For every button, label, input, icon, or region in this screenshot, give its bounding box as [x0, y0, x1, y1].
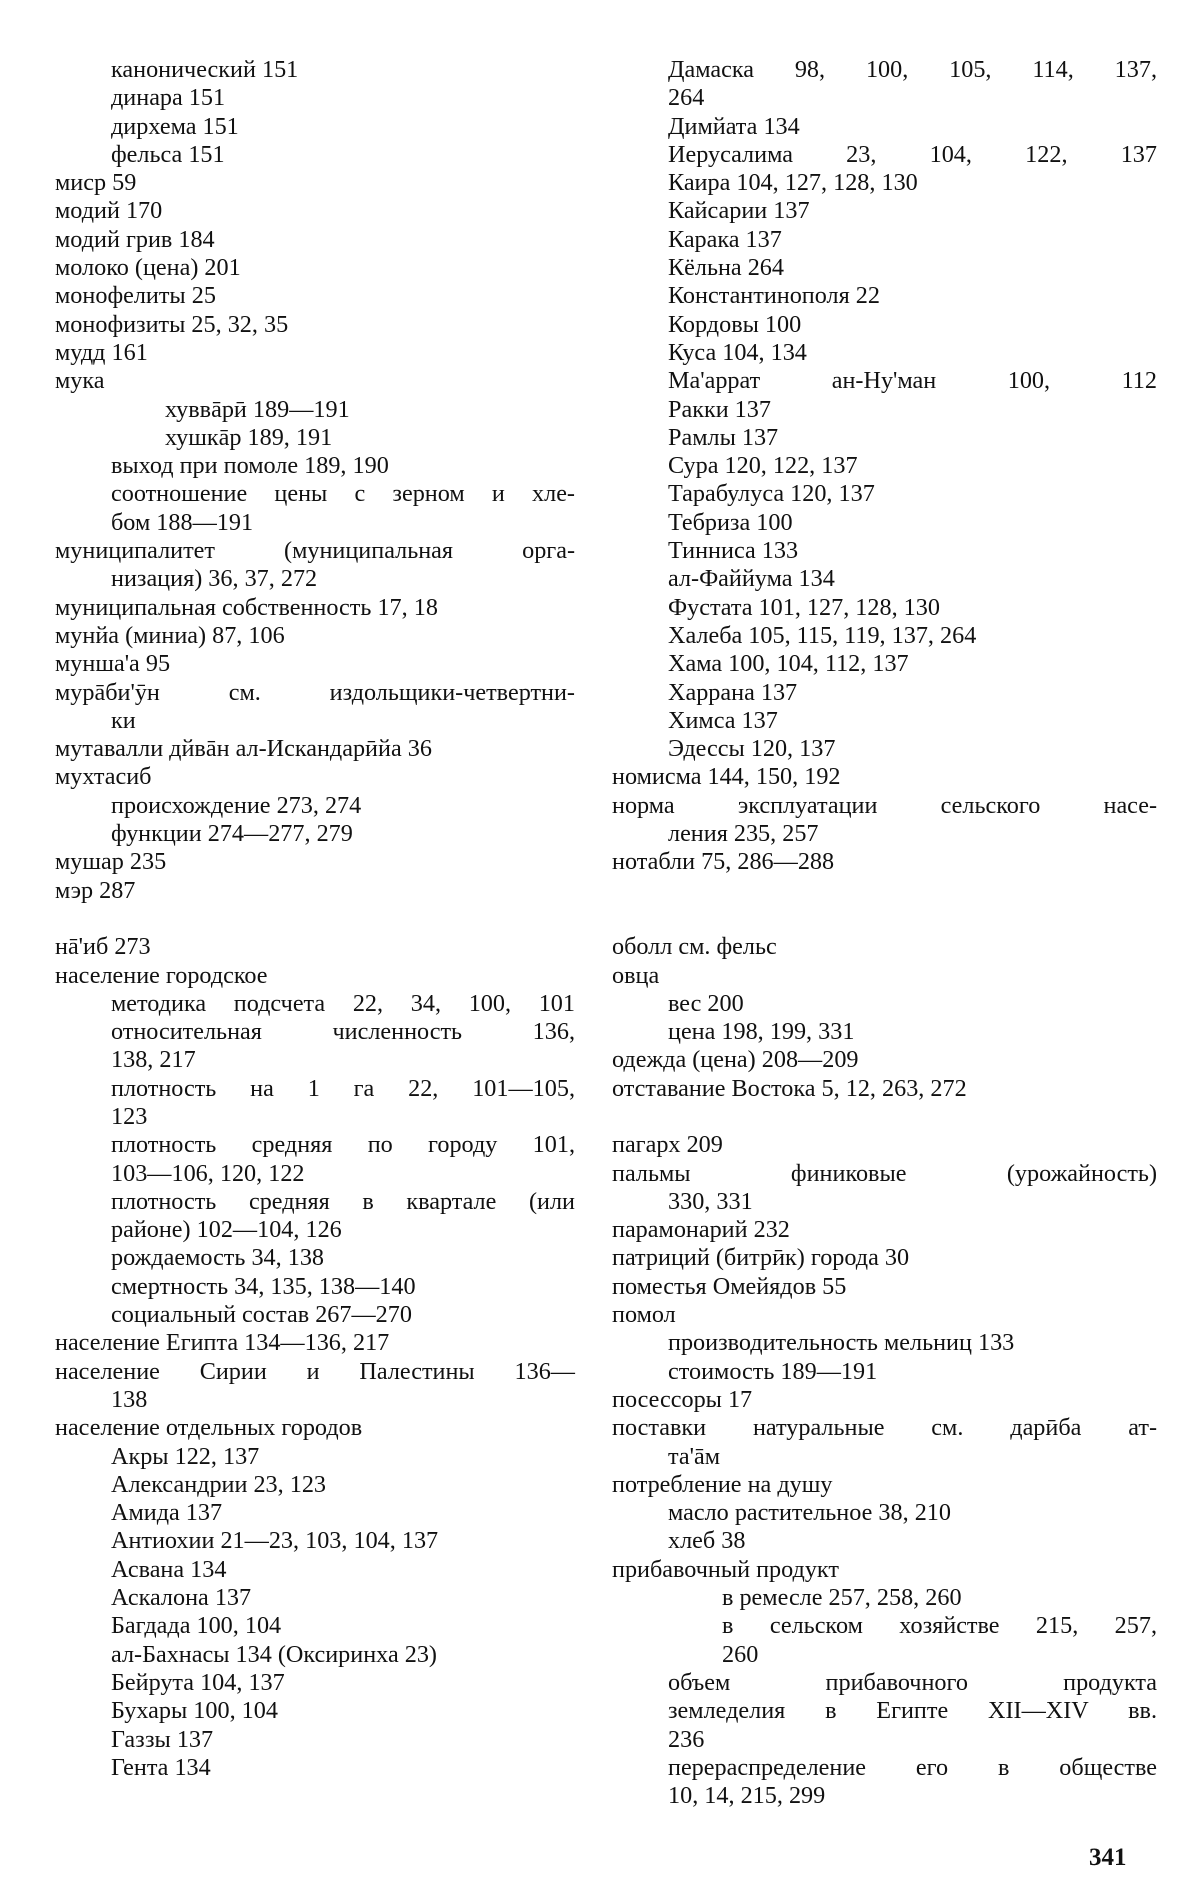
index-entry: мука [55, 367, 105, 395]
index-entry: патриций (битрӣк) города 30 [612, 1244, 910, 1272]
index-subentry: Эдессы 120, 137 [668, 735, 836, 763]
index-subentry: плотность на 1 га 22, 101—105, [111, 1074, 575, 1102]
index-subentry: Кордовы 100 [668, 310, 802, 338]
index-entry: пальмы финиковые (урожайность) [612, 1159, 1157, 1187]
index-subentry: Карака 137 [668, 225, 782, 253]
index-entry: население Египта 134—136, 217 [55, 1329, 390, 1357]
index-entry: мунша'а 95 [55, 650, 171, 678]
index-entry: молоко (цена) 201 [55, 254, 241, 282]
index-subentry: вес 200 [668, 989, 744, 1017]
index-entry: посессоры 17 [612, 1385, 753, 1413]
index-subentry: бом 188—191 [111, 508, 254, 536]
index-subentry: хушкāр 189, 191 [165, 423, 333, 451]
index-subentry: ал-Бахнасы 134 (Оксиринха 23) [111, 1640, 437, 1668]
index-subentry: Амида 137 [111, 1499, 223, 1527]
index-subentry: ал-Файйума 134 [668, 565, 835, 593]
index-subentry: Сура 120, 122, 137 [668, 452, 858, 480]
index-subentry: перераспределение его в обществе [668, 1753, 1157, 1781]
index-subentry: Химса 137 [668, 706, 778, 734]
index-subentry: цена 198, 199, 331 [668, 1018, 855, 1046]
index-gap [612, 905, 1157, 933]
index-subentry: Александрии 23, 123 [111, 1470, 327, 1498]
index-entry: пагарх 209 [612, 1131, 723, 1159]
index-gap [612, 877, 1157, 905]
index-subentry: земледелия в Египте XII—XIV вв. [668, 1697, 1157, 1725]
index-entry: мушар 235 [55, 848, 167, 876]
index-entry: нā'иб 273 [55, 933, 151, 961]
index-entry: миср 59 [55, 169, 137, 197]
index-subentry: функции 274—277, 279 [111, 820, 353, 848]
index-entry: отставание Востока 5, 12, 263, 272 [612, 1074, 967, 1102]
index-subentry: Дамаска 98, 100, 105, 114, 137, [668, 56, 1157, 83]
index-subentry: Тарабулуса 120, 137 [668, 480, 875, 508]
index-entry: мутавалли дйвāн ал-Искандарӣйа 36 [55, 735, 432, 763]
index-subentry: Акры 122, 137 [111, 1442, 260, 1470]
index-entry: модий 170 [55, 197, 163, 225]
index-subentry: Куса 104, 134 [668, 338, 807, 366]
index-entry: модий грив 184 [55, 225, 215, 253]
index-subentry: низация) 36, 37, 272 [111, 565, 318, 593]
index-subentry: районе) 102—104, 126 [111, 1216, 342, 1244]
index-entry: мэр 287 [55, 876, 136, 904]
index-subentry: 103—106, 120, 122 [111, 1159, 305, 1187]
index-subentry: 236 [668, 1725, 705, 1753]
index-subentry: Газзы 137 [111, 1725, 214, 1753]
index-entry: население городское [55, 961, 268, 989]
index-subentry: Хама 100, 104, 112, 137 [668, 650, 909, 678]
index-subentry: стоимость 189—191 [668, 1357, 878, 1385]
index-subentry: социальный состав 267—270 [111, 1301, 412, 1329]
index-subentry: хлеб 38 [668, 1527, 746, 1555]
index-subentry: плотность средняя в квартале (или [111, 1187, 575, 1215]
index-subentry: хуввāрӣ 189—191 [165, 395, 350, 423]
index-subentry: Тинниса 133 [668, 537, 799, 565]
index-entry: мурāби'ӯн см. издольщики-четвертни- [55, 678, 575, 706]
index-entry: овца [612, 961, 660, 989]
index-subentry: 260 [722, 1640, 759, 1668]
index-subentry: объем прибавочного продукта [668, 1668, 1157, 1696]
index-subentry: Каира 104, 127, 128, 130 [668, 169, 918, 197]
index-entry: номисма 144, 150, 192 [612, 763, 841, 791]
index-entry: норма эксплуатации сельского насе- [612, 791, 1157, 819]
index-entry: монофелиты 25 [55, 282, 216, 310]
index-subentry: происхождение 273, 274 [111, 791, 362, 819]
index-subentry: Кёльна 264 [668, 254, 784, 282]
index-gap [55, 905, 575, 933]
index-subentry: Ма'аррат ан-Ну'ман 100, 112 [668, 367, 1157, 395]
index-subentry: Бухары 100, 104 [111, 1697, 278, 1725]
index-subentry: 10, 14, 215, 299 [668, 1782, 826, 1810]
index-subentry: Бейрута 104, 137 [111, 1668, 285, 1696]
index-subentry: Халеба 105, 115, 119, 137, 264 [668, 621, 977, 649]
index-subentry: Рамлы 137 [668, 423, 779, 451]
index-subentry: ления 235, 257 [668, 820, 819, 848]
index-subentry: Гента 134 [111, 1753, 211, 1781]
index-entry: потребление на душу [612, 1470, 833, 1498]
index-entry: муниципалитет (муниципальная орга- [55, 537, 575, 565]
index-entry: монофизиты 25, 32, 35 [55, 310, 289, 338]
index-subentry: канонический 151 [111, 56, 299, 83]
index-subentry: плотность средняя по городу 101, [111, 1131, 575, 1159]
index-entry: население отдельных городов [55, 1414, 363, 1442]
index-subentry: фельса 151 [111, 140, 225, 168]
index-entry: оболл см. фельс [612, 933, 777, 961]
index-subentry: Иерусалима 23, 104, 122, 137 [668, 140, 1157, 168]
index-subentry: 138 [111, 1385, 148, 1413]
index-column-right [612, 56, 1157, 1810]
index-subentry: Асвана 134 [111, 1555, 227, 1583]
index-subentry: Аскалона 137 [111, 1584, 252, 1612]
index-subentry: производительность мельниц 133 [668, 1329, 1015, 1357]
index-entry: парамонарий 232 [612, 1216, 790, 1244]
index-subentry: в ремесле 257, 258, 260 [722, 1584, 962, 1612]
index-gap [612, 1103, 1157, 1131]
index-subentry: Кайсарии 137 [668, 197, 810, 225]
index-entry: помол [612, 1301, 676, 1329]
index-entry: муниципальная собственность 17, 18 [55, 593, 438, 621]
index-subentry: та'āм [668, 1442, 721, 1470]
index-column-left [55, 56, 575, 1782]
index-subentry: соотношение цены с зерном и хле- [111, 480, 575, 508]
index-entry: прибавочный продукт [612, 1555, 839, 1583]
index-subentry: Ракки 137 [668, 395, 771, 423]
index-subentry: Багдада 100, 104 [111, 1612, 282, 1640]
index-subentry: Димйата 134 [668, 112, 800, 140]
index-subentry: Фустата 101, 127, 128, 130 [668, 593, 940, 621]
index-subentry: рождаемость 34, 138 [111, 1244, 325, 1272]
index-subentry: ки [111, 706, 136, 734]
index-subentry: выход при помоле 189, 190 [111, 452, 389, 480]
index-subentry: 138, 217 [111, 1046, 196, 1074]
index-subentry: дирхема 151 [111, 112, 239, 140]
index-subentry: Харрана 137 [668, 678, 798, 706]
index-entry: поместья Омейядов 55 [612, 1272, 847, 1300]
index-entry: поставки натуральные см. дарӣба ат- [612, 1414, 1157, 1442]
index-entry: нотабли 75, 286—288 [612, 848, 835, 876]
index-subentry: методика подсчета 22, 34, 100, 101 [111, 989, 575, 1017]
index-entry: население Сирии и Палестины 136— [55, 1357, 575, 1385]
index-subentry: 123 [111, 1102, 148, 1130]
index-subentry: смертность 34, 135, 138—140 [111, 1272, 416, 1300]
index-subentry: масло растительное 38, 210 [668, 1499, 951, 1527]
index-subentry: относительная численность 136, [111, 1018, 575, 1046]
index-entry: мудд 161 [55, 338, 148, 366]
index-subentry: динара 151 [111, 84, 226, 112]
page-number: 341 [1089, 1844, 1127, 1871]
index-entry: мунйа (миниа) 87, 106 [55, 621, 285, 649]
index-subentry: 330, 331 [668, 1187, 753, 1215]
index-entry: одежда (цена) 208—209 [612, 1046, 859, 1074]
index-subentry: Константинополя 22 [668, 282, 880, 310]
index-entry: мухтасиб [55, 763, 152, 791]
index-subentry: 264 [668, 84, 705, 112]
index-subentry: Антиохии 21—23, 103, 104, 137 [111, 1527, 439, 1555]
index-subentry: Тебриза 100 [668, 508, 793, 536]
index-subentry: в сельском хозяйстве 215, 257, [722, 1612, 1157, 1640]
